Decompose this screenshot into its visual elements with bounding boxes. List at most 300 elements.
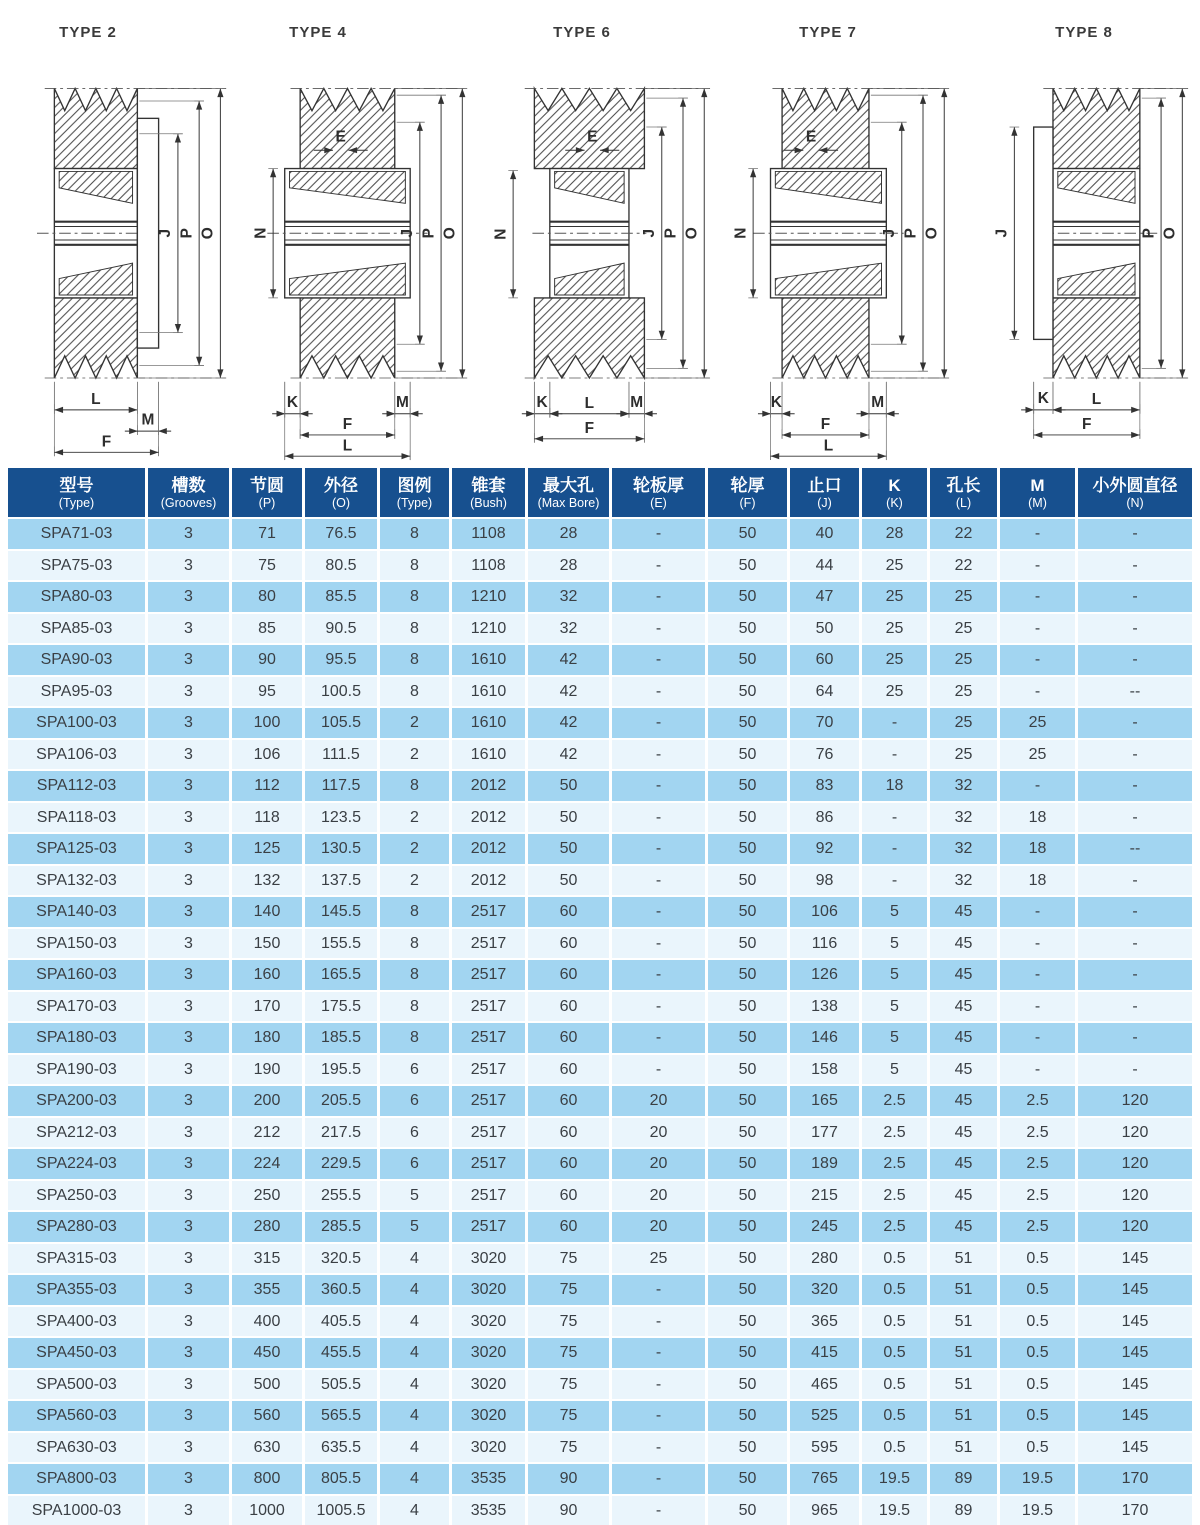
table-cell: - [862, 706, 930, 738]
table-cell: 8 [380, 927, 452, 959]
column-header-zh: 最大孔 [528, 475, 609, 496]
column-header-zh: 槽数 [148, 475, 229, 496]
table-cell: 400 [232, 1305, 305, 1337]
table-row-SPA400-03 [8, 1305, 1192, 1337]
table-cell: 3 [148, 1336, 232, 1368]
table-cell: - [612, 549, 708, 581]
table-cell: - [1078, 1053, 1192, 1085]
table-cell: 1108 [452, 549, 528, 581]
table-cell: 45 [930, 1084, 1000, 1116]
table-cell: 2.5 [1000, 1179, 1078, 1211]
table-cell: 145 [1078, 1368, 1192, 1400]
table-cell: - [1000, 549, 1078, 581]
dim-label-P: P [1140, 228, 1157, 238]
table-cell: 75 [528, 1399, 612, 1431]
column-header-n [1078, 468, 1192, 517]
table-cell: 3 [148, 1368, 232, 1400]
model-cell: SPA90-03 [8, 643, 148, 675]
model-cell: SPA630-03 [8, 1431, 148, 1463]
table-cell: 60 [528, 1021, 612, 1053]
column-header-en: (K) [862, 496, 927, 511]
table-cell: 3 [148, 1147, 232, 1179]
table-cell: 100.5 [305, 675, 380, 707]
table-cell: 3 [148, 675, 232, 707]
table-cell: 3 [148, 1273, 232, 1305]
model-cell: SPA1000-03 [8, 1494, 148, 1525]
table-cell: 22 [930, 549, 1000, 581]
table-cell: 455.5 [305, 1336, 380, 1368]
table-cell: 415 [790, 1336, 862, 1368]
table-cell: 2.5 [1000, 1210, 1078, 1242]
figure-type-6 [480, 0, 720, 468]
model-cell: SPA150-03 [8, 927, 148, 959]
model-cell: SPA160-03 [8, 958, 148, 990]
dim-label-L: L [343, 438, 352, 455]
figure-type-8 [960, 0, 1200, 468]
table-cell: 0.5 [862, 1336, 930, 1368]
dim-label-J: J [157, 229, 174, 238]
table-cell: 25 [1000, 706, 1078, 738]
dim-label-L: L [1092, 391, 1101, 408]
table-cell: 5 [862, 1021, 930, 1053]
table-cell: 2 [380, 706, 452, 738]
table-cell: 118 [232, 801, 305, 833]
table-cell: 205.5 [305, 1084, 380, 1116]
table-cell: 60 [528, 958, 612, 990]
model-cell: SPA75-03 [8, 549, 148, 581]
table-cell: - [612, 675, 708, 707]
table-cell: 280 [790, 1242, 862, 1274]
dim-label-O: O [200, 227, 217, 239]
table-cell: 106 [790, 895, 862, 927]
table-cell: 3 [148, 990, 232, 1022]
column-header-l [930, 468, 1000, 517]
table-cell: 20 [612, 1116, 708, 1148]
table-cell: 50 [708, 1494, 790, 1525]
table-cell: 50 [708, 549, 790, 581]
table-cell: 50 [708, 864, 790, 896]
table-cell: 50 [708, 1053, 790, 1085]
column-header-en: (Bush) [452, 496, 525, 511]
table-cell: 177 [790, 1116, 862, 1148]
table-cell: 3 [148, 517, 232, 549]
table-cell: 25 [862, 580, 930, 612]
model-cell: SPA170-03 [8, 990, 148, 1022]
table-cell: 160 [232, 958, 305, 990]
model-cell: SPA71-03 [8, 517, 148, 549]
table-row-SPA200-03 [8, 1084, 1192, 1116]
table-cell: 805.5 [305, 1462, 380, 1494]
table-cell: 2 [380, 832, 452, 864]
table-cell: 25 [930, 675, 1000, 707]
table-cell: 89 [930, 1494, 1000, 1525]
table-cell: 89 [930, 1462, 1000, 1494]
table-cell: 145 [1078, 1399, 1192, 1431]
table-row-SPA180-03 [8, 1021, 1192, 1053]
table-cell: 50 [708, 1242, 790, 1274]
table-cell: 5 [862, 958, 930, 990]
figure-title: TYPE 8 [1055, 24, 1113, 45]
table-cell: - [1000, 895, 1078, 927]
table-cell: 3 [148, 927, 232, 959]
table-cell: 4 [380, 1336, 452, 1368]
table-cell: - [612, 1273, 708, 1305]
table-cell: 3 [148, 643, 232, 675]
table-cell: 405.5 [305, 1305, 380, 1337]
table-cell: 32 [930, 801, 1000, 833]
table-cell: 50 [528, 769, 612, 801]
table-cell: 250 [232, 1179, 305, 1211]
model-cell: SPA400-03 [8, 1305, 148, 1337]
table-cell: 47 [790, 580, 862, 612]
technical-drawings-row [0, 0, 1200, 468]
table-cell: 3 [148, 769, 232, 801]
table-row-SPA280-03 [8, 1210, 1192, 1242]
table-cell: - [612, 958, 708, 990]
table-cell: 90 [232, 643, 305, 675]
table-cell: 42 [528, 643, 612, 675]
table-cell: 6 [380, 1116, 452, 1148]
table-cell: 50 [708, 675, 790, 707]
table-cell: 83 [790, 769, 862, 801]
table-cell: 0.5 [1000, 1368, 1078, 1400]
table-cell: - [1078, 706, 1192, 738]
table-cell: 95.5 [305, 643, 380, 675]
table-cell: 1610 [452, 643, 528, 675]
table-row-SPA75-03 [8, 549, 1192, 581]
table-cell: 8 [380, 517, 452, 549]
table-cell: 4 [380, 1462, 452, 1494]
table-cell: 50 [528, 801, 612, 833]
table-cell: 525 [790, 1399, 862, 1431]
table-cell: - [612, 738, 708, 770]
column-header-m [1000, 468, 1078, 517]
table-cell: 51 [930, 1399, 1000, 1431]
dim-label-N: N [492, 229, 509, 240]
model-cell: SPA280-03 [8, 1210, 148, 1242]
table-cell: 25 [930, 612, 1000, 644]
table-cell: 229.5 [305, 1147, 380, 1179]
spec-table-body [8, 517, 1192, 1525]
table-cell: 245 [790, 1210, 862, 1242]
table-cell: - [612, 769, 708, 801]
table-cell: 50 [708, 1273, 790, 1305]
table-cell: - [1078, 895, 1192, 927]
table-cell: - [1078, 801, 1192, 833]
table-cell: 1000 [232, 1494, 305, 1525]
table-cell: 50 [708, 1179, 790, 1211]
table-cell: 98 [790, 864, 862, 896]
table-row-SPA500-03 [8, 1368, 1192, 1400]
table-cell: 125 [232, 832, 305, 864]
table-cell: - [612, 1368, 708, 1400]
table-cell: 51 [930, 1305, 1000, 1337]
table-cell: 0.5 [1000, 1399, 1078, 1431]
table-cell: - [1078, 517, 1192, 549]
table-cell: 2517 [452, 1021, 528, 1053]
table-cell: 25 [930, 643, 1000, 675]
table-cell: 25 [930, 738, 1000, 770]
table-cell: - [1000, 580, 1078, 612]
figure-title: TYPE 7 [799, 24, 857, 45]
model-cell: SPA180-03 [8, 1021, 148, 1053]
table-cell: 2.5 [862, 1147, 930, 1179]
table-cell: 8 [380, 958, 452, 990]
dim-label-J: J [641, 229, 658, 238]
table-cell: 3 [148, 1462, 232, 1494]
table-cell: 60 [528, 1210, 612, 1242]
table-cell: - [612, 1431, 708, 1463]
table-cell: 50 [708, 895, 790, 927]
table-cell: 19.5 [1000, 1462, 1078, 1494]
table-cell: 120 [1078, 1147, 1192, 1179]
table-cell: 8 [380, 1021, 452, 1053]
table-row-SPA160-03 [8, 958, 1192, 990]
table-cell: - [1078, 643, 1192, 675]
table-cell: 140 [232, 895, 305, 927]
column-header-k [862, 468, 930, 517]
table-cell: 45 [930, 958, 1000, 990]
table-cell: 2012 [452, 801, 528, 833]
table-cell: 0.5 [1000, 1242, 1078, 1274]
table-cell: 3 [148, 1179, 232, 1211]
table-cell: 3 [148, 1431, 232, 1463]
table-cell: - [612, 1494, 708, 1525]
column-header-zh: M [1000, 475, 1075, 496]
column-header-en: (Max Bore) [528, 496, 609, 511]
dim-label-K: K [1038, 390, 1049, 407]
table-cell: 1610 [452, 706, 528, 738]
model-cell: SPA560-03 [8, 1399, 148, 1431]
table-cell: 76.5 [305, 517, 380, 549]
table-cell: 3020 [452, 1399, 528, 1431]
table-row-SPA112-03 [8, 769, 1192, 801]
table-cell: 1210 [452, 612, 528, 644]
table-cell: 4 [380, 1273, 452, 1305]
table-cell: 2517 [452, 1116, 528, 1148]
table-cell: 100 [232, 706, 305, 738]
table-cell: 3 [148, 1084, 232, 1116]
table-cell: 800 [232, 1462, 305, 1494]
table-cell: - [612, 580, 708, 612]
table-cell: 212 [232, 1116, 305, 1148]
model-cell: SPA212-03 [8, 1116, 148, 1148]
table-cell: 150 [232, 927, 305, 959]
table-cell: 3 [148, 1116, 232, 1148]
column-header-en: (L) [930, 496, 997, 511]
column-header-zh: 图例 [380, 475, 449, 496]
column-header-e [612, 468, 708, 517]
table-cell: - [1000, 517, 1078, 549]
table-cell: 630 [232, 1431, 305, 1463]
table-cell: 45 [930, 1021, 1000, 1053]
table-cell: 75 [232, 549, 305, 581]
table-cell: - [612, 927, 708, 959]
table-cell: 595 [790, 1431, 862, 1463]
table-cell: 2.5 [1000, 1084, 1078, 1116]
table-cell: 120 [1078, 1116, 1192, 1148]
table-cell: - [612, 1462, 708, 1494]
table-cell: 106 [232, 738, 305, 770]
table-cell: 3 [148, 958, 232, 990]
table-cell: - [1000, 612, 1078, 644]
table-cell: 112 [232, 769, 305, 801]
figure-title: TYPE 6 [553, 24, 611, 45]
table-cell: 170 [232, 990, 305, 1022]
table-cell: 2 [380, 801, 452, 833]
table-cell: 20 [612, 1179, 708, 1211]
table-cell: 2.5 [862, 1084, 930, 1116]
column-header-type [8, 468, 148, 517]
table-cell: - [862, 801, 930, 833]
column-header-zh: K [862, 475, 927, 496]
table-cell: 145.5 [305, 895, 380, 927]
table-row-SPA355-03 [8, 1273, 1192, 1305]
table-row-SPA80-03 [8, 580, 1192, 612]
table-row-SPA150-03 [8, 927, 1192, 959]
table-cell: 0.5 [862, 1368, 930, 1400]
column-header-zh: 锥套 [452, 475, 525, 496]
table-cell: 3 [148, 1305, 232, 1337]
table-cell: 5 [862, 990, 930, 1022]
model-cell: SPA800-03 [8, 1462, 148, 1494]
table-cell: 1210 [452, 580, 528, 612]
table-cell: 116 [790, 927, 862, 959]
column-header-en: (Type) [380, 496, 449, 511]
figure-type-2 [0, 0, 240, 468]
table-cell: 0.5 [862, 1431, 930, 1463]
table-cell: 60 [528, 1116, 612, 1148]
table-cell: 20 [612, 1084, 708, 1116]
table-cell: 50 [708, 801, 790, 833]
dim-label-P: P [420, 228, 437, 238]
table-cell: 130.5 [305, 832, 380, 864]
column-header-o [305, 468, 380, 517]
table-cell: 3 [148, 832, 232, 864]
table-cell: 75 [528, 1242, 612, 1274]
table-cell: 90 [528, 1494, 612, 1525]
dim-label-M: M [871, 394, 884, 411]
table-cell: 75 [528, 1431, 612, 1463]
table-cell: 138 [790, 990, 862, 1022]
table-cell: - [612, 801, 708, 833]
model-cell: SPA140-03 [8, 895, 148, 927]
table-cell: 145 [1078, 1305, 1192, 1337]
column-header-j [790, 468, 862, 517]
table-cell: 25 [1000, 738, 1078, 770]
table-cell: 75 [528, 1305, 612, 1337]
model-cell: SPA95-03 [8, 675, 148, 707]
column-header-en: (P) [232, 496, 302, 511]
model-cell: SPA355-03 [8, 1273, 148, 1305]
table-cell: 60 [790, 643, 862, 675]
column-header-en: (F) [708, 496, 787, 511]
model-cell: SPA80-03 [8, 580, 148, 612]
table-row-SPA315-03 [8, 1242, 1192, 1274]
table-cell: 20 [612, 1210, 708, 1242]
table-cell: 170 [1078, 1494, 1192, 1525]
table-cell: 42 [528, 675, 612, 707]
table-cell: 560 [232, 1399, 305, 1431]
table-cell: - [1000, 927, 1078, 959]
table-cell: 145 [1078, 1336, 1192, 1368]
dim-label-L: L [585, 395, 594, 412]
table-cell: 2012 [452, 769, 528, 801]
table-cell: 3020 [452, 1431, 528, 1463]
table-row-SPA106-03 [8, 738, 1192, 770]
dim-label-M: M [630, 394, 643, 411]
table-cell: - [1078, 990, 1192, 1022]
table-cell: 32 [528, 580, 612, 612]
table-cell: 2.5 [862, 1179, 930, 1211]
table-cell: 3020 [452, 1273, 528, 1305]
table-cell: 170 [1078, 1462, 1192, 1494]
table-row-SPA125-03 [8, 832, 1192, 864]
dim-label-O: O [924, 227, 941, 239]
table-cell: 111.5 [305, 738, 380, 770]
table-cell: - [612, 864, 708, 896]
table-cell: 51 [930, 1431, 1000, 1463]
table-cell: 42 [528, 738, 612, 770]
dim-label-L: L [824, 438, 833, 455]
table-cell: 28 [528, 517, 612, 549]
table-row-SPA560-03 [8, 1399, 1192, 1431]
table-cell: - [1078, 549, 1192, 581]
table-cell: - [1000, 1053, 1078, 1085]
table-cell: 50 [708, 580, 790, 612]
table-cell: 3 [148, 864, 232, 896]
pulley-drawing-type-8 [960, 45, 1200, 468]
table-row-SPA118-03 [8, 801, 1192, 833]
table-cell: 22 [930, 517, 1000, 549]
table-row-SPA100-03 [8, 706, 1192, 738]
table-row-SPA190-03 [8, 1053, 1192, 1085]
table-cell: 8 [380, 895, 452, 927]
table-cell: 3020 [452, 1336, 528, 1368]
table-cell: - [862, 864, 930, 896]
table-cell: 165.5 [305, 958, 380, 990]
table-cell: 95 [232, 675, 305, 707]
table-cell: 0.5 [862, 1399, 930, 1431]
dim-label-F: F [343, 416, 352, 433]
table-cell: 3 [148, 1021, 232, 1053]
table-cell: 217.5 [305, 1116, 380, 1148]
table-cell: 145 [1078, 1242, 1192, 1274]
table-cell: 126 [790, 958, 862, 990]
column-header-en: (M) [1000, 496, 1075, 511]
table-cell: 465 [790, 1368, 862, 1400]
table-cell: 0.5 [1000, 1273, 1078, 1305]
table-cell: - [612, 990, 708, 1022]
table-cell: 2012 [452, 864, 528, 896]
table-cell: 60 [528, 1147, 612, 1179]
column-header-zh: 节圆 [232, 475, 302, 496]
pulley-drawing-type-4 [240, 45, 480, 468]
table-cell: 965 [790, 1494, 862, 1525]
table-cell: 60 [528, 1179, 612, 1211]
table-cell: 60 [528, 1084, 612, 1116]
dim-label-K: K [537, 394, 548, 411]
column-header-zh: 孔长 [930, 475, 997, 496]
table-cell: 2517 [452, 1179, 528, 1211]
table-cell: 146 [790, 1021, 862, 1053]
table-cell: 45 [930, 1147, 1000, 1179]
table-cell: 85 [232, 612, 305, 644]
table-cell: - [612, 1336, 708, 1368]
table-cell: 28 [528, 549, 612, 581]
table-cell: 320.5 [305, 1242, 380, 1274]
column-header-zh: 外径 [305, 475, 377, 496]
